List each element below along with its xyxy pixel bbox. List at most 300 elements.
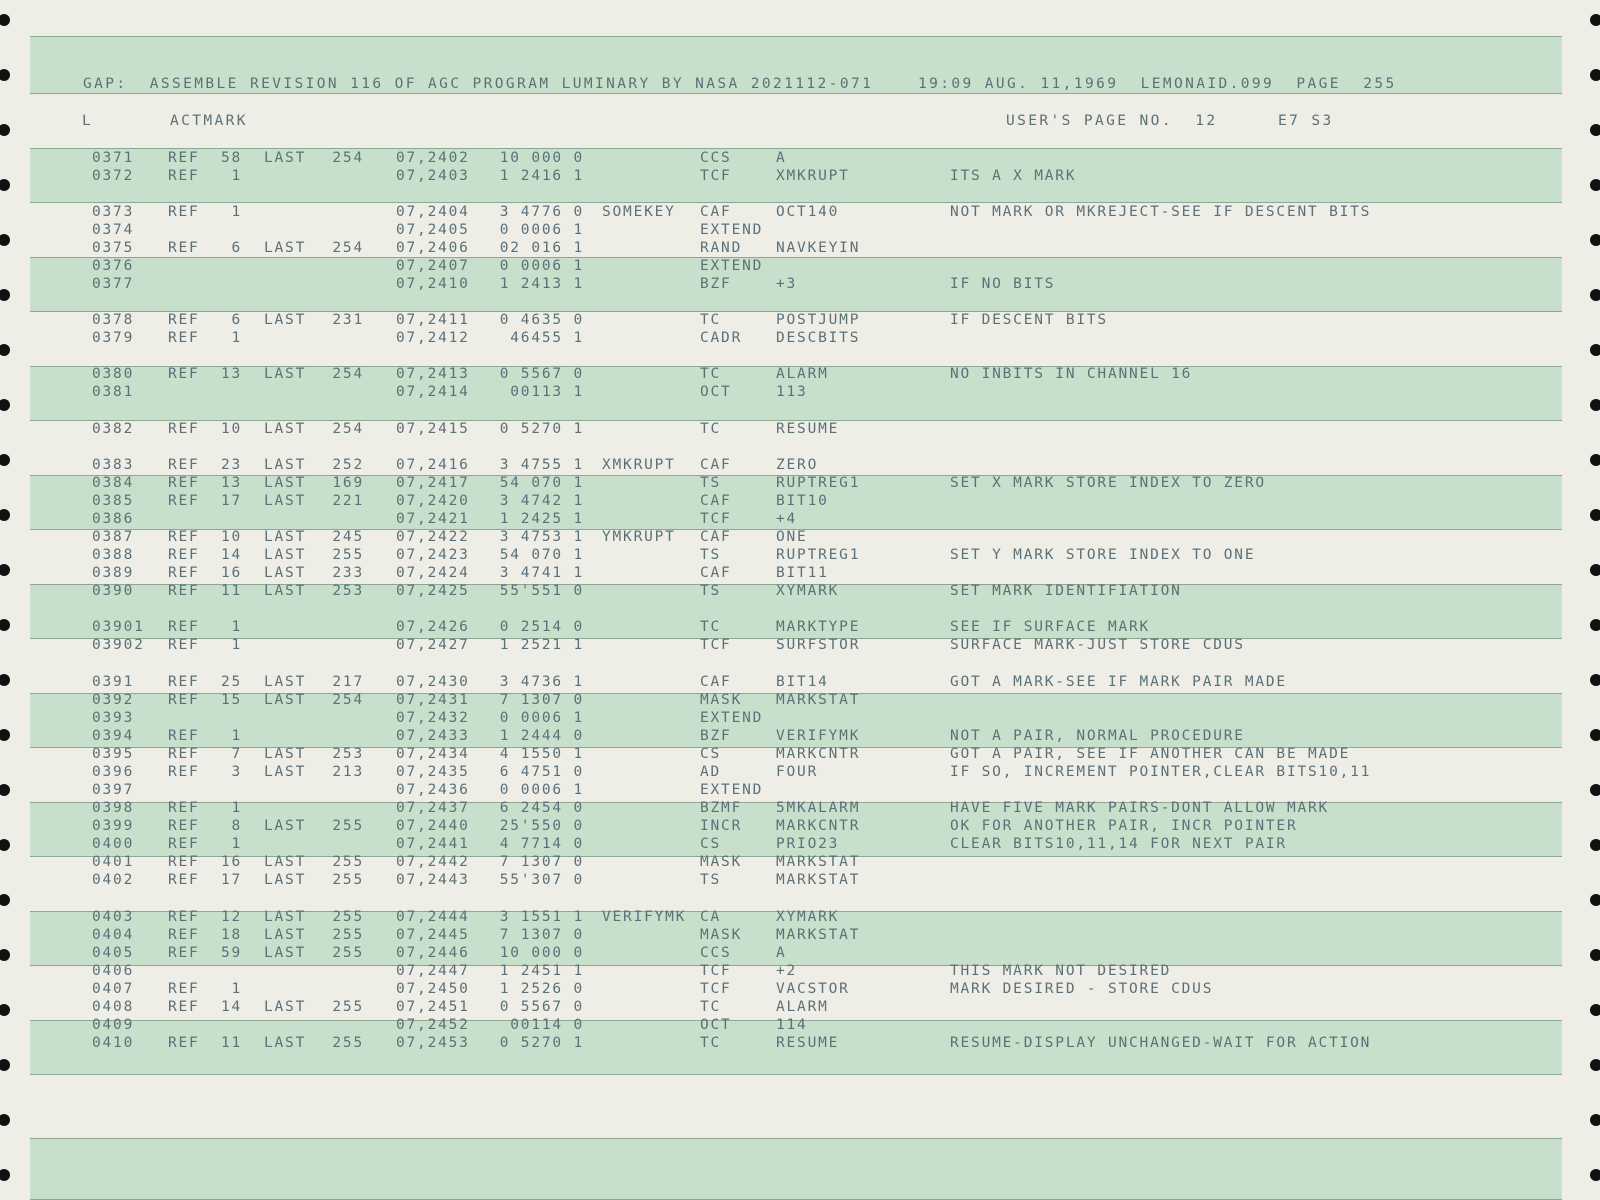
listing-seq: 0408 [92, 999, 135, 1015]
listing-last-page: 231 [332, 312, 364, 328]
listing-row [30, 618, 1562, 636]
listing-row [30, 167, 1562, 185]
listing-row [30, 727, 1562, 745]
listing-comment: SURFACE MARK-JUST STORE CDUS [950, 637, 1245, 653]
feed-hole [0, 894, 10, 906]
listing-row [30, 474, 1562, 492]
feed-hole [0, 289, 10, 301]
listing-operand: +3 [776, 276, 798, 292]
listing-operand: A [776, 150, 787, 166]
listing-opcode: CADR [700, 330, 743, 346]
feed-hole [1590, 674, 1600, 686]
listing-comment: NOT A PAIR, NORMAL PROCEDURE [950, 728, 1245, 744]
listing-row [30, 709, 1562, 727]
listing-seq: 0407 [92, 981, 135, 997]
feed-hole [1590, 1114, 1600, 1126]
listing-address: 07,2426 [396, 619, 470, 635]
listing-comment: GOT A MARK-SEE IF MARK PAIR MADE [950, 674, 1287, 690]
feed-hole [0, 729, 10, 741]
listing-row [30, 329, 1562, 347]
feed-hole [0, 674, 10, 686]
listing-last: LAST [264, 565, 307, 581]
listing-row [30, 871, 1562, 889]
listing-ref: REF [168, 872, 200, 888]
feed-hole [0, 344, 10, 356]
feed-hole [1590, 729, 1600, 741]
listing-row [30, 998, 1562, 1016]
listing-ref-count: 8 [231, 818, 242, 834]
listing-comment: IF NO BITS [950, 276, 1056, 292]
listing-seq: 0387 [92, 529, 135, 545]
listing-octal-code: 3 4736 1 [499, 674, 584, 690]
listing-last: LAST [264, 909, 307, 925]
listing-operand: 113 [776, 384, 808, 400]
right-tractor-feed [1570, 0, 1600, 1200]
listing-last: LAST [264, 529, 307, 545]
listing-seq: 0379 [92, 330, 135, 346]
listing-ref: REF [168, 999, 200, 1015]
listing-row [30, 636, 1562, 654]
listing-last-page: 255 [332, 999, 364, 1015]
feed-hole [1590, 894, 1600, 906]
listing-last-page: 254 [332, 421, 364, 437]
listing-address: 07,2424 [396, 565, 470, 581]
listing-seq: 0381 [92, 384, 135, 400]
listing-address: 07,2431 [396, 692, 470, 708]
listing-comment: IF DESCENT BITS [950, 312, 1108, 328]
listing-ref: REF [168, 312, 200, 328]
listing-last-page: 255 [332, 909, 364, 925]
listing-octal-code: 1 2413 1 [499, 276, 584, 292]
feed-hole [1590, 124, 1600, 136]
listing-opcode: CAF [700, 674, 732, 690]
listing-address: 07,2453 [396, 1035, 470, 1051]
listing-address: 07,2437 [396, 800, 470, 816]
listing-last-page: 255 [332, 1035, 364, 1051]
listing-comment: GOT A PAIR, SEE IF ANOTHER CAN BE MADE [950, 746, 1351, 762]
listing-operand: MARKTYPE [776, 619, 861, 635]
listing-octal-code: 0 2514 0 [499, 619, 584, 635]
feed-hole [1590, 1169, 1600, 1181]
listing-address: 07,2410 [396, 276, 470, 292]
listing-opcode: MASK [700, 927, 743, 943]
listing-ref: REF [168, 1035, 200, 1051]
listing-address: 07,2452 [396, 1017, 470, 1033]
listing-seq: 0391 [92, 674, 135, 690]
listing-last: LAST [264, 366, 307, 382]
listing-operand: ZERO [776, 457, 819, 473]
listing-row [30, 817, 1562, 835]
listing-last-page: 255 [332, 945, 364, 961]
listing-ref: REF [168, 240, 200, 256]
listing-opcode: BZMF [700, 800, 743, 816]
listing-opcode: OCT [700, 384, 732, 400]
listing-operand: VACSTOR [776, 981, 850, 997]
listing-opcode: TCF [700, 963, 732, 979]
listing-operand: BIT14 [776, 674, 829, 690]
listing-octal-code: 4 1550 1 [499, 746, 584, 762]
section-name: ACTMARK [170, 113, 248, 129]
listing-octal-code: 0 0006 1 [499, 222, 584, 238]
listing-address: 07,2403 [396, 168, 470, 184]
listing-comment: OK FOR ANOTHER PAIR, INCR POINTER [950, 818, 1298, 834]
listing-row [30, 962, 1562, 980]
listing-last: LAST [264, 150, 307, 166]
listing-ref-count: 16 [220, 565, 242, 581]
listing-operand: RUPTREG1 [776, 547, 861, 563]
feed-hole [0, 1059, 10, 1071]
listing-opcode: CAF [700, 493, 732, 509]
listing-ref: REF [168, 330, 200, 346]
listing-comment: ITS A X MARK [950, 168, 1077, 184]
listing-operand: MARKSTAT [776, 692, 861, 708]
listing-opcode: AD [700, 764, 722, 780]
listing-opcode: TC [700, 312, 722, 328]
listing-opcode: TC [700, 619, 722, 635]
feed-hole [1590, 14, 1600, 26]
listing-operand: SURFSTOR [776, 637, 861, 653]
listing-seq: 0386 [92, 511, 135, 527]
listing-address: 07,2440 [396, 818, 470, 834]
listing-seq: 03901 [92, 619, 145, 635]
subheader-code: E7 S3 [1278, 113, 1334, 129]
listing-last-page: 252 [332, 457, 364, 473]
listing-octal-code: 0 5270 1 [499, 421, 584, 437]
listing-ref-count: 14 [220, 547, 242, 563]
listing-label: SOMEKEY [602, 204, 676, 220]
feed-hole [1590, 69, 1600, 81]
listing-ref-count: 17 [220, 872, 242, 888]
listing-ref-count: 13 [220, 366, 242, 382]
listing-row [30, 835, 1562, 853]
listing-address: 07,2451 [396, 999, 470, 1015]
feed-hole [0, 14, 10, 26]
listing-ref: REF [168, 565, 200, 581]
listing-row [30, 799, 1562, 817]
listing-seq: 0409 [92, 1017, 135, 1033]
listing-operand: XMKRUPT [776, 168, 850, 184]
listing-operand: +2 [776, 963, 798, 979]
listing-opcode: CA [700, 909, 722, 925]
listing-label: VERIFYMK [602, 909, 687, 925]
listing-ref: REF [168, 854, 200, 870]
listing-seq: 0397 [92, 782, 135, 798]
listing-operand: VERIFYMK [776, 728, 861, 744]
listing-seq: 0403 [92, 909, 135, 925]
listing-opcode: EXTEND [700, 782, 764, 798]
listing-operand: MARKSTAT [776, 927, 861, 943]
listing-last: LAST [264, 854, 307, 870]
listing-ref: REF [168, 818, 200, 834]
listing-last: LAST [264, 999, 307, 1015]
feed-hole [1590, 179, 1600, 191]
listing-opcode: BZF [700, 728, 732, 744]
listing-ref-count: 11 [220, 583, 242, 599]
listing-address: 07,2421 [396, 511, 470, 527]
listing-comment: MARK DESIRED - STORE CDUS [950, 981, 1214, 997]
listing-ref: REF [168, 637, 200, 653]
listing-ref: REF [168, 457, 200, 473]
listing-address: 07,2450 [396, 981, 470, 997]
listing-address: 07,2420 [396, 493, 470, 509]
listing-operand: 5MKALARM [776, 800, 861, 816]
listing-opcode: TCF [700, 981, 732, 997]
listing-address: 07,2406 [396, 240, 470, 256]
listing-ref-count: 1 [231, 800, 242, 816]
listing-opcode: RAND [700, 240, 743, 256]
feed-hole [0, 619, 10, 631]
listing-row [30, 582, 1562, 600]
listing-last-page: 255 [332, 854, 364, 870]
listing-ref-count: 15 [220, 692, 242, 708]
listing-row [30, 1034, 1562, 1052]
feed-hole [0, 399, 10, 411]
listing-operand: 114 [776, 1017, 808, 1033]
listing-last-page: 217 [332, 674, 364, 690]
left-tractor-feed [0, 0, 30, 1200]
listing-header-title: GAP: ASSEMBLE REVISION 116 OF AGC PROGRAM LUMINARY BY NASA 2021112-071 [83, 76, 874, 92]
listing-address: 07,2427 [396, 637, 470, 653]
listing-seq: 0377 [92, 276, 135, 292]
listing-address: 07,2416 [396, 457, 470, 473]
listing-seq: 0389 [92, 565, 135, 581]
feed-hole [0, 124, 10, 136]
listing-address: 07,2402 [396, 150, 470, 166]
listing-last: LAST [264, 1035, 307, 1051]
listing-seq: 0380 [92, 366, 135, 382]
listing-last: LAST [264, 945, 307, 961]
feed-hole [0, 234, 10, 246]
feed-hole [0, 509, 10, 521]
listing-opcode: TC [700, 1035, 722, 1051]
listing-opcode: CAF [700, 565, 732, 581]
listing-seq: 0402 [92, 872, 135, 888]
listing-seq: 0404 [92, 927, 135, 943]
listing-last: LAST [264, 927, 307, 943]
listing-opcode: MASK [700, 692, 743, 708]
feed-hole [1590, 1059, 1600, 1071]
listing-row [30, 149, 1562, 167]
listing-label: XMKRUPT [602, 457, 676, 473]
listing-address: 07,2417 [396, 475, 470, 491]
listing-opcode: INCR [700, 818, 743, 834]
listing-address: 07,2436 [396, 782, 470, 798]
listing-operand: POSTJUMP [776, 312, 861, 328]
listing-seq: 0396 [92, 764, 135, 780]
listing-opcode: EXTEND [700, 710, 764, 726]
listing-row [30, 239, 1562, 257]
listing-last-page: 221 [332, 493, 364, 509]
listing-octal-code: 1 2521 1 [499, 637, 584, 653]
listing-ref-count: 1 [231, 836, 242, 852]
listing-operand: BIT10 [776, 493, 829, 509]
listing-octal-code: 7 1307 0 [499, 927, 584, 943]
listing-comment: IF SO, INCREMENT POINTER,CLEAR BITS10,11 [950, 764, 1372, 780]
listing-seq: 0395 [92, 746, 135, 762]
listing-ref-count: 3 [231, 764, 242, 780]
listing-opcode: CS [700, 836, 722, 852]
listing-comment: NO INBITS IN CHANNEL 16 [950, 366, 1193, 382]
listing-ref: REF [168, 366, 200, 382]
listing-ref: REF [168, 421, 200, 437]
printout-sheet [30, 36, 1562, 1200]
listing-ref: REF [168, 764, 200, 780]
listing-comment: SET X MARK STORE INDEX TO ZERO [950, 475, 1266, 491]
listing-ref-count: 13 [220, 475, 242, 491]
listing-octal-code: 6 4751 0 [499, 764, 584, 780]
listing-comment: CLEAR BITS10,11,14 FOR NEXT PAIR [950, 836, 1287, 852]
listing-address: 07,2441 [396, 836, 470, 852]
listing-operand: RESUME [776, 421, 840, 437]
listing-address: 07,2442 [396, 854, 470, 870]
listing-row [30, 203, 1562, 221]
listing-address: 07,2446 [396, 945, 470, 961]
listing-row [30, 691, 1562, 709]
listing-octal-code: 00113 1 [510, 384, 584, 400]
listing-ref-count: 1 [231, 981, 242, 997]
listing-row [30, 546, 1562, 564]
listing-row [30, 944, 1562, 962]
listing-row [30, 980, 1562, 998]
listing-last: LAST [264, 692, 307, 708]
listing-operand: NAVKEYIN [776, 240, 861, 256]
listing-operand: ALARM [776, 366, 829, 382]
listing-seq: 0405 [92, 945, 135, 961]
listing-row [30, 745, 1562, 763]
listing-comment: SEE IF SURFACE MARK [950, 619, 1151, 635]
feed-hole [0, 69, 10, 81]
listing-seq: 0373 [92, 204, 135, 220]
listing-ref: REF [168, 168, 200, 184]
listing-operand: MARKCNTR [776, 818, 861, 834]
feed-hole [1590, 949, 1600, 961]
listing-row [30, 383, 1562, 401]
listing-operand: PRIO23 [776, 836, 840, 852]
listing-address: 07,2447 [396, 963, 470, 979]
listing-address: 07,2434 [396, 746, 470, 762]
feed-hole [0, 784, 10, 796]
listing-seq: 0382 [92, 421, 135, 437]
listing-ref: REF [168, 204, 200, 220]
feed-hole [1590, 344, 1600, 356]
listing-octal-code: 1 2416 1 [499, 168, 584, 184]
listing-last-page: 213 [332, 764, 364, 780]
listing-address: 07,2435 [396, 764, 470, 780]
listing-operand: MARKCNTR [776, 746, 861, 762]
listing-seq: 0390 [92, 583, 135, 599]
listing-operand: ONE [776, 529, 808, 545]
feed-hole [0, 839, 10, 851]
listing-ref: REF [168, 619, 200, 635]
listing-octal-code: 10 000 0 [499, 945, 584, 961]
feed-hole [1590, 784, 1600, 796]
listing-ref: REF [168, 493, 200, 509]
listing-octal-code: 25'550 0 [499, 818, 584, 834]
listing-last: LAST [264, 583, 307, 599]
listing-row [30, 221, 1562, 239]
feed-hole [1590, 564, 1600, 576]
listing-seq: 0406 [92, 963, 135, 979]
listing-seq: 0374 [92, 222, 135, 238]
listing-last-page: 254 [332, 366, 364, 382]
listing-ref-count: 11 [220, 1035, 242, 1051]
listing-ref: REF [168, 927, 200, 943]
listing-octal-code: 3 4753 1 [499, 529, 584, 545]
listing-operand: MARKSTAT [776, 854, 861, 870]
listing-ref-count: 25 [220, 674, 242, 690]
listing-row [30, 763, 1562, 781]
listing-opcode: TC [700, 421, 722, 437]
listing-address: 07,2405 [396, 222, 470, 238]
feed-hole [0, 1114, 10, 1126]
listing-ref: REF [168, 674, 200, 690]
listing-ref-count: 1 [231, 204, 242, 220]
listing-operand: RESUME [776, 1035, 840, 1051]
listing-ref-count: 23 [220, 457, 242, 473]
listing-octal-code: 1 2444 0 [499, 728, 584, 744]
feed-hole [0, 1169, 10, 1181]
listing-seq: 0385 [92, 493, 135, 509]
listing-last: LAST [264, 421, 307, 437]
listing-octal-code: 4 7714 0 [499, 836, 584, 852]
listing-last-page: 253 [332, 746, 364, 762]
listing-row [30, 456, 1562, 474]
listing-opcode: CS [700, 746, 722, 762]
listing-ref: REF [168, 981, 200, 997]
listing-operand: A [776, 945, 787, 961]
listing-address: 07,2430 [396, 674, 470, 690]
listing-row [30, 510, 1562, 528]
listing-address: 07,2412 [396, 330, 470, 346]
listing-ref-count: 58 [220, 150, 242, 166]
listing-octal-code: 0 0006 1 [499, 710, 584, 726]
listing-opcode: MASK [700, 854, 743, 870]
listing-ref-count: 16 [220, 854, 242, 870]
listing-seq: 0392 [92, 692, 135, 708]
listing-ref: REF [168, 475, 200, 491]
listing-ref: REF [168, 692, 200, 708]
listing-opcode: TS [700, 475, 722, 491]
listing-comment: SET Y MARK STORE INDEX TO ONE [950, 547, 1256, 563]
listing-ref-count: 6 [231, 240, 242, 256]
listing-octal-code: 6 2454 0 [499, 800, 584, 816]
listing-last: LAST [264, 872, 307, 888]
listing-address: 07,2422 [396, 529, 470, 545]
listing-ref: REF [168, 547, 200, 563]
listing-octal-code: 54 070 1 [499, 475, 584, 491]
listing-address: 07,2425 [396, 583, 470, 599]
listing-last-page: 245 [332, 529, 364, 545]
listing-opcode: EXTEND [700, 258, 764, 274]
listing-opcode: TC [700, 999, 722, 1015]
listing-last: LAST [264, 493, 307, 509]
listing-row [30, 673, 1562, 691]
listing-octal-code: 0 5567 0 [499, 999, 584, 1015]
listing-last: LAST [264, 457, 307, 473]
listing-opcode: CAF [700, 457, 732, 473]
listing-octal-code: 0 0006 1 [499, 782, 584, 798]
listing-octal-code: 46455 1 [510, 330, 584, 346]
listing-comment: SET MARK IDENTIFIATION [950, 583, 1182, 599]
feed-hole [1590, 1004, 1600, 1016]
feed-hole [0, 454, 10, 466]
listing-opcode: EXTEND [700, 222, 764, 238]
listing-ref-count: 12 [220, 909, 242, 925]
listing-seq: 0384 [92, 475, 135, 491]
listing-seq: 0371 [92, 150, 135, 166]
listing-row [30, 528, 1562, 546]
listing-octal-code: 0 4635 0 [499, 312, 584, 328]
